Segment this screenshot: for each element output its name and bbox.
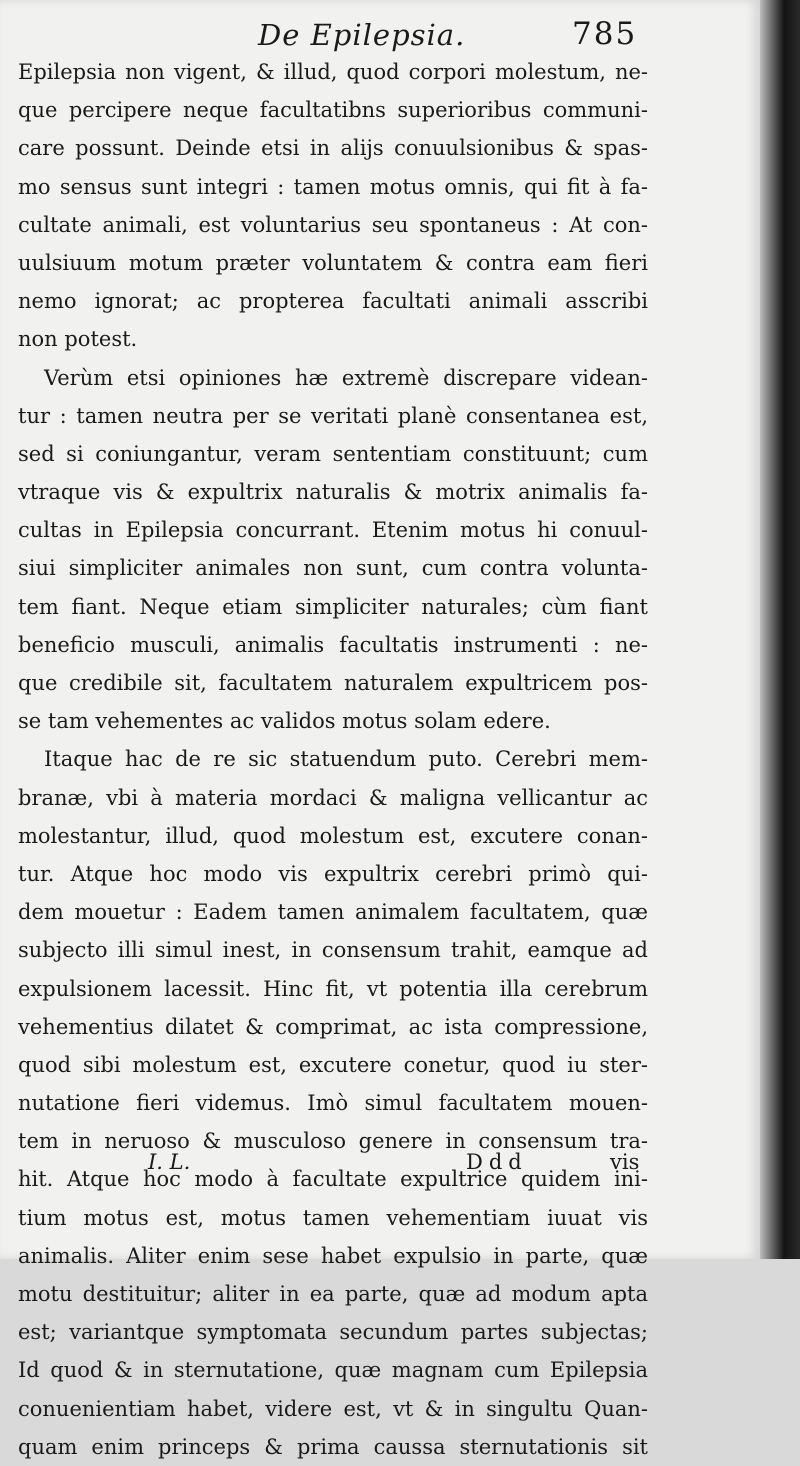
text-line: est; variantque symptomata secundum partes subjectas; bbox=[18, 1320, 648, 1345]
text-line: animalis. Aliter enim sese habet expulsio in parte, quæ bbox=[18, 1243, 648, 1268]
text-line: quam enim princeps & prima caussa sternutationis sit bbox=[18, 1434, 648, 1459]
text-line: sed si coniungantur, veram sententiam constituunt; cum bbox=[18, 441, 648, 466]
text-line: conuenientiam habet, videre est, vt & in singultu Quan- bbox=[18, 1396, 648, 1421]
text-line: que credibile sit, facultatem naturalem expultricem pos- bbox=[18, 671, 648, 695]
text-line: expulsionem lacessit. Hinc fit, vt potentia illa cerebrum bbox=[18, 976, 648, 1001]
text-line: que percipere neque facultatibns superioribus communi- bbox=[18, 98, 648, 123]
text-line: non potest. bbox=[18, 327, 138, 352]
text-line: Verùm etsi opiniones hæ extremè discrepare videan- bbox=[44, 365, 648, 390]
text-line: molestantur, illud, quod molestum est, excutere conan- bbox=[18, 823, 648, 848]
text-line: cultas in Epilepsia concurrant. Etenim motus hi conuul- bbox=[18, 518, 648, 543]
text-line: uulsiuum motum præter voluntatem & contra eam fieri bbox=[18, 250, 648, 275]
text-line: vtraque vis & expultrix naturalis & motrix animalis fa- bbox=[18, 480, 648, 505]
text-line: nutatione fieri videmus. Imò simul facultatem mouen- bbox=[18, 1091, 648, 1116]
text-line: tem fiant. Neque etiam simpliciter naturales; cùm fiant bbox=[18, 594, 648, 619]
running-head: De Epilepsia. bbox=[258, 18, 466, 52]
text-line: tur : tamen neutra per se veritati planè consentanea est, bbox=[18, 403, 648, 428]
text-line: Itaque hac de re sic statuendum puto. Cerebri mem- bbox=[44, 747, 648, 772]
text-line: siui simpliciter animales non sunt, cum contra volunta- bbox=[18, 556, 648, 581]
text-line: quod sibi molestum est, excutere conetur, quod iu ster- bbox=[18, 1052, 648, 1077]
text-line: cultate animali, est voluntarius seu spontaneus : At con- bbox=[18, 212, 648, 237]
book-spine-shadow bbox=[760, 0, 800, 1259]
text-line: vehementius dilatet & comprimat, ac ista compressione, bbox=[18, 1014, 648, 1039]
text-line: branæ, vbi à materia mordaci & maligna vellicantur ac bbox=[18, 785, 648, 810]
signature-mark: I. L. bbox=[148, 1150, 191, 1174]
text-line: dem mouetur : Eadem tamen animalem facultatem, quæ bbox=[18, 900, 648, 925]
text-line: subjecto illi simul inest, in consensum trahit, eamque ad bbox=[18, 938, 648, 963]
page-number: 785 bbox=[572, 16, 638, 52]
text-line: care possunt. Deinde etsi in alijs conuulsionibus & spas- bbox=[18, 136, 648, 161]
text-line: Epilepsia non vigent, & illud, quod corpori molestum, ne- bbox=[18, 60, 648, 84]
body-text bbox=[18, 53, 648, 1466]
paragraph bbox=[18, 53, 648, 359]
text-line: se tam vehementes ac validos motus solam edere. bbox=[18, 709, 551, 734]
page-header bbox=[0, 14, 760, 54]
text-line: nemo ignorat; ac propterea facultati animali asscribi bbox=[18, 289, 648, 314]
text-line: Id quod & in sternutatione, quæ magnam cum Epilepsia bbox=[18, 1358, 648, 1383]
text-line: mo sensus sunt integri : tamen motus omnis, qui fit à fa- bbox=[18, 174, 648, 199]
catchword: vis bbox=[610, 1150, 640, 1174]
text-line: motu destituitur; aliter in ea parte, quæ ad modum apta bbox=[18, 1282, 648, 1306]
text-line: hit. Atque hoc modo à facultate expultrice quidem ini- bbox=[18, 1167, 648, 1192]
page-footer bbox=[0, 1150, 760, 1186]
gathering-mark: Ddd bbox=[466, 1150, 528, 1174]
paragraph bbox=[18, 359, 648, 741]
text-line: tium motus est, motus tamen vehementiam iuuat vis bbox=[18, 1205, 648, 1230]
text-line: tur. Atque hoc modo vis expultrix cerebri primò qui- bbox=[18, 861, 648, 886]
paragraph bbox=[18, 740, 648, 1466]
text-line: tem in neruoso & musculoso genere in consensum tra- bbox=[18, 1129, 648, 1154]
text-line: beneficio musculi, animalis facultatis instrumenti : ne- bbox=[18, 632, 648, 657]
